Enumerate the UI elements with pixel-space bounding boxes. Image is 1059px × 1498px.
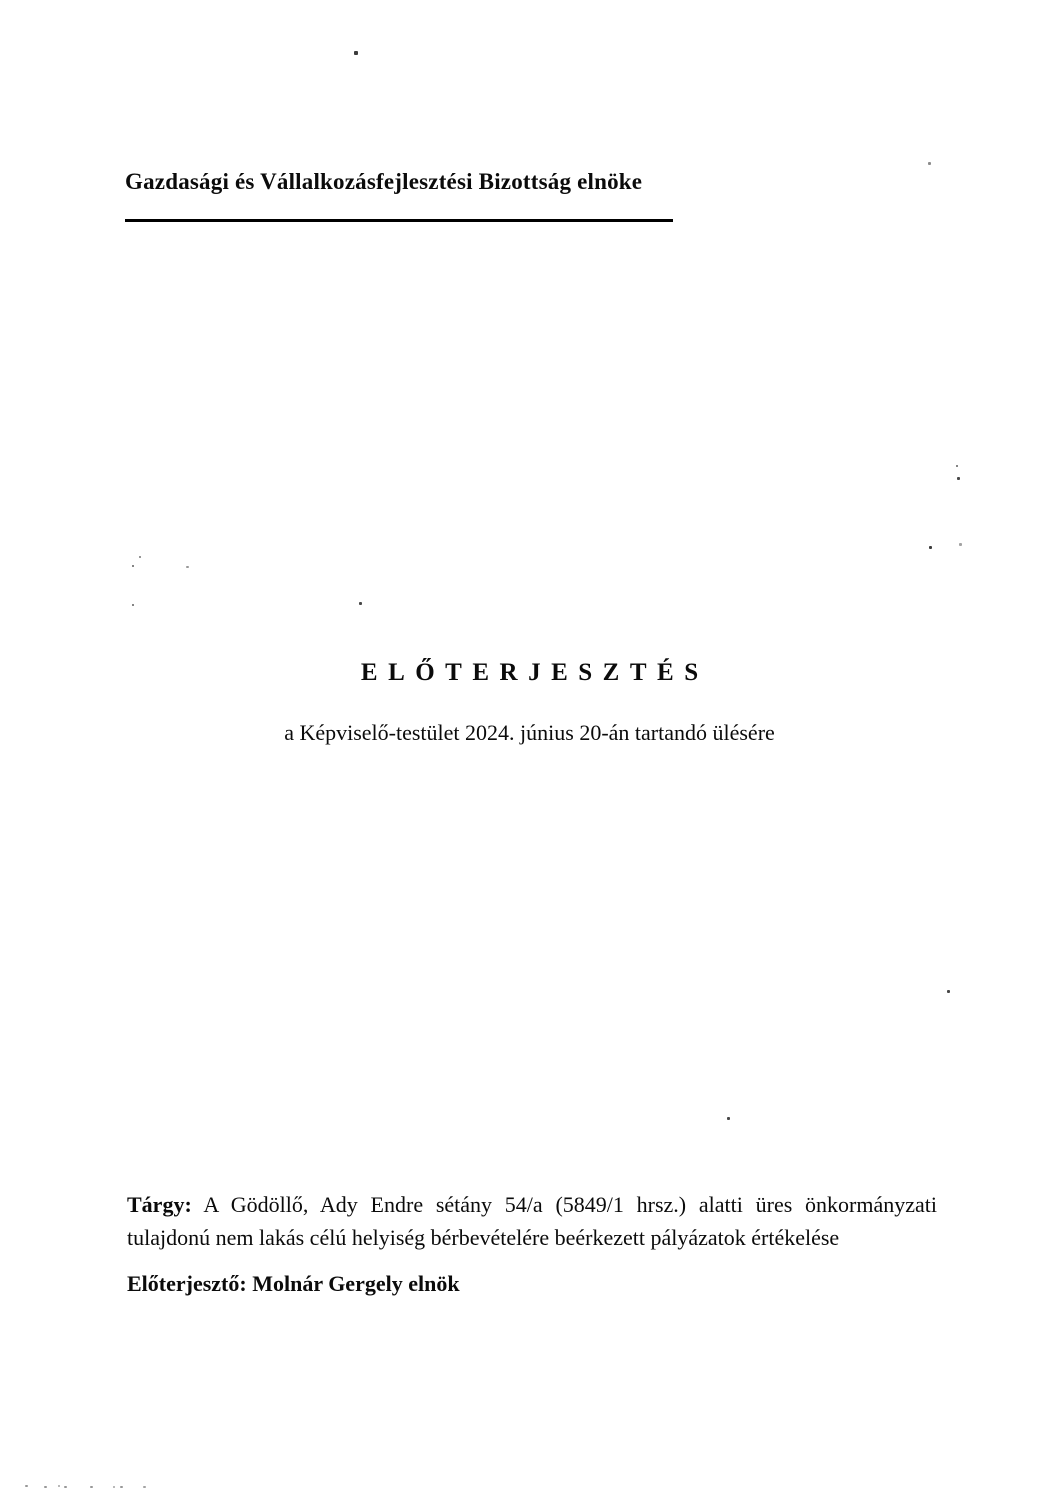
scan-noise-speck: [25, 1485, 28, 1487]
scan-noise-speck: [928, 162, 931, 165]
scan-noise-speck: [64, 1486, 67, 1488]
scan-noise-speck: [354, 51, 358, 55]
document-subtitle: a Képviselő-testület 2024. június 20-án tartandó ülésére: [284, 720, 775, 745]
subject-line-2: tulajdonú nem lakás célú helyiség bérbevételére beérkezett pályázatok értékelése: [127, 1225, 840, 1250]
presenter-line: Előterjesztő: Molnár Gergely elnök: [127, 1271, 460, 1296]
scan-noise-speck: [727, 1117, 730, 1120]
scan-noise-speck: [957, 477, 960, 480]
scan-noise-speck: [143, 1486, 146, 1488]
scan-noise-speck: [139, 556, 141, 558]
subject-label: Tárgy:: [127, 1192, 192, 1217]
scan-noise-speck: [44, 1486, 47, 1488]
scan-noise-speck: [929, 546, 932, 549]
scan-noise-speck: [359, 602, 362, 605]
subject-line-1: [127, 1188, 937, 1221]
scan-noise-speck: [120, 1486, 123, 1488]
scan-noise-speck: [947, 990, 950, 993]
document-title: ELŐTERJESZTÉS: [360, 659, 709, 686]
header-underline: [125, 219, 673, 222]
subject-paragraph: [127, 1188, 937, 1254]
scan-noise-speck: [186, 566, 189, 568]
committee-header: Gazdasági és Vállalkozásfejlesztési Bizottság elnöke: [125, 169, 643, 194]
subject-text-line1: A Gödöllő, Ady Endre sétány 54/a (5849/1 hrsz.) alatti üres önkormányzati: [203, 1192, 937, 1217]
scan-noise-speck: [58, 1485, 60, 1487]
scan-noise-speck: [956, 465, 958, 467]
scan-noise-speck: [132, 604, 134, 606]
scan-noise-speck: [132, 565, 134, 567]
scan-noise-speck: [113, 1486, 115, 1488]
scan-noise-speck: [90, 1486, 93, 1488]
scan-noise-speck: [959, 543, 962, 546]
